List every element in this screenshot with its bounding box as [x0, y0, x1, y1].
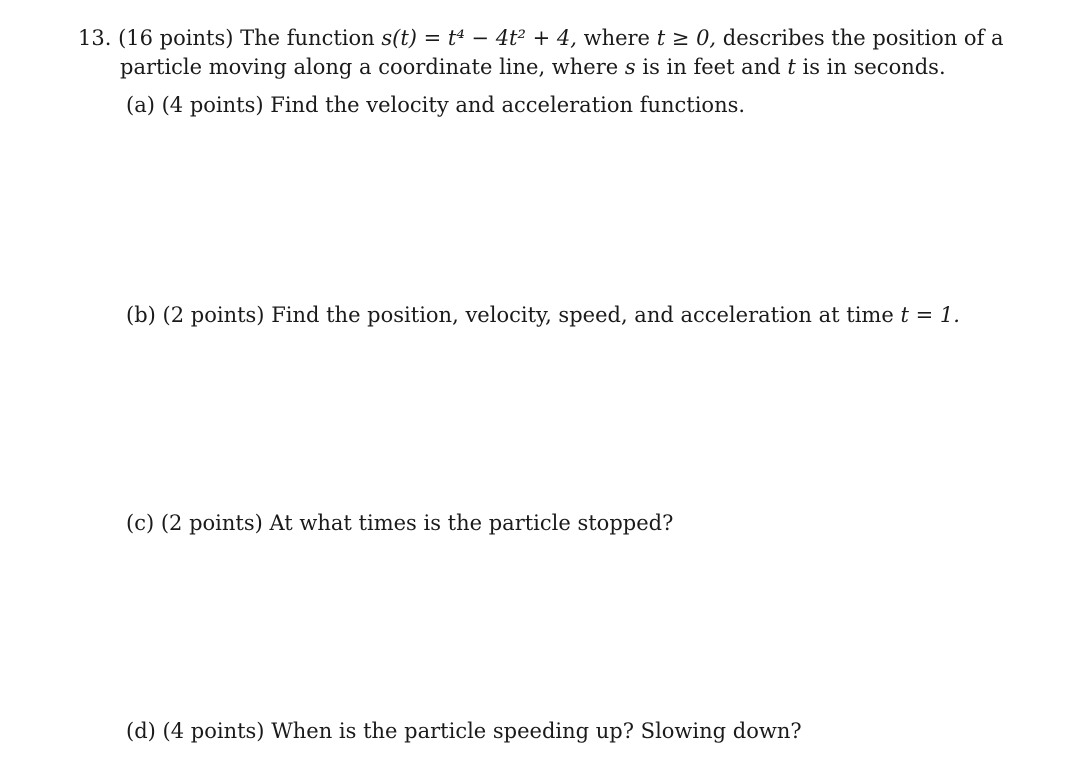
part-d-text: When is the particle speeding up? Slowing down?	[271, 719, 802, 743]
part-d	[126, 716, 802, 746]
question-text-feet: is in feet and	[642, 55, 781, 79]
variable-s: s	[624, 55, 636, 79]
part-b-time-expression: t = 1.	[900, 303, 960, 327]
part-c-text: At what times is the particle stopped?	[269, 511, 674, 535]
question-text-seconds: is in seconds.	[802, 55, 946, 79]
part-b-label: (b)	[126, 303, 156, 327]
question-second-line	[120, 52, 946, 82]
part-b-points: (2 points)	[162, 303, 265, 327]
part-c-label: (c)	[126, 511, 155, 535]
question-text-description: describes the position of a	[722, 26, 1004, 50]
variable-t: t	[787, 55, 796, 79]
part-a-points: (4 points)	[161, 93, 264, 117]
question-text-intro: The function	[240, 26, 375, 50]
question-number: 13.	[78, 26, 112, 50]
part-c	[126, 508, 673, 538]
domain-condition: t ≥ 0,	[656, 26, 717, 50]
part-a	[126, 90, 745, 120]
part-a-label: (a)	[126, 93, 155, 117]
part-c-points: (2 points)	[160, 511, 263, 535]
question-header	[78, 23, 1004, 53]
part-b-text: Find the position, velocity, speed, and acceleration at time	[271, 303, 894, 327]
function-expression: s(t) = t⁴ − 4t² + 4,	[381, 26, 577, 50]
question-text-where: where	[583, 26, 650, 50]
question-text-particle: particle moving along a coordinate line, where	[120, 55, 619, 79]
part-d-label: (d)	[126, 719, 156, 743]
part-a-text: Find the velocity and acceleration functions.	[270, 93, 746, 117]
question-points: (16 points)	[118, 26, 234, 50]
part-b	[126, 300, 960, 330]
part-d-points: (4 points)	[162, 719, 265, 743]
